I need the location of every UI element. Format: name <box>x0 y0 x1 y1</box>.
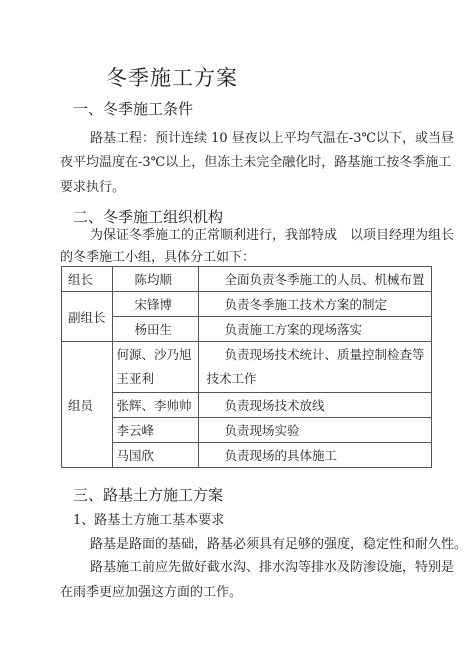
duty-cell: 负责现场技术放线 <box>198 393 431 418</box>
document-title: 冬季施工方案 <box>106 66 238 90</box>
table-row <box>62 443 432 468</box>
table-row <box>62 267 432 292</box>
section-heading: 三、路基土方施工方案 <box>73 486 224 504</box>
table-row <box>62 342 432 393</box>
paragraph-line: 路基施工前应先做好截水沟、排水沟等排水及防渗设施，特别是 <box>90 560 455 575</box>
role-cell: 组长 <box>62 267 113 292</box>
role-cell: 组员 <box>62 342 113 468</box>
duty-cell <box>198 342 431 393</box>
duty-cell: 负责冬季施工技术方案的制定 <box>198 292 431 317</box>
name-cell <box>112 342 198 393</box>
role-cell: 副组长 <box>62 292 113 342</box>
name-cell: 杨田生 <box>112 317 198 342</box>
duty-line: 负责现场技术统计、质量控制检查等 <box>224 347 425 362</box>
organization-table <box>61 266 432 468</box>
duty-cell: 负责施工方案的现场落实 <box>198 317 431 342</box>
paragraph-line: 路基工程：预计连续 10 昼夜以上平均气温在-3℃以下，或当昼 <box>90 131 455 146</box>
subsection-heading: 1、路基土方施工基本要求 <box>73 513 225 528</box>
paragraph-line: 在雨季更应加强这方面的工作。 <box>60 585 243 600</box>
name-cell: 张辉、李帅帅 <box>112 393 198 418</box>
table-row <box>62 292 432 317</box>
duty-line: 技术工作 <box>206 371 257 386</box>
section-heading: 一、冬季施工条件 <box>73 100 194 118</box>
table-row <box>62 317 432 342</box>
name-line: 何源、沙乃旭 <box>116 347 192 362</box>
name-cell: 李云峰 <box>112 418 198 443</box>
name-line: 王亚利 <box>116 371 155 386</box>
duty-cell: 全面负责冬季施工的人员、机械布置 <box>198 267 431 292</box>
section-heading: 二、冬季施工组织机构 <box>73 208 224 226</box>
table-row <box>62 418 432 443</box>
duty-cell: 负责现场实验 <box>198 418 431 443</box>
table-row <box>62 393 432 418</box>
paragraph-line: 夜平均温度在-3℃以上，但冻土未完全融化时，路基施工按冬季施工 <box>60 155 452 170</box>
paragraph-line: 为保证冬季施工的正常顺利进行，我部特成 以项目经理为组长 <box>90 228 455 243</box>
name-cell: 宋锋博 <box>112 292 198 317</box>
duty-cell: 负责现场的具体施工 <box>198 443 431 468</box>
paragraph-line: 要求执行。 <box>60 180 126 195</box>
name-cell: 马国欣 <box>112 443 198 468</box>
paragraph-line: 路基是路面的基础，路基必须具有足够的强度，稳定性和耐久性。 <box>90 537 468 552</box>
name-cell: 陈均顺 <box>112 267 198 292</box>
paragraph-line: 的冬季施工小组，具体分工如下： <box>60 250 256 265</box>
